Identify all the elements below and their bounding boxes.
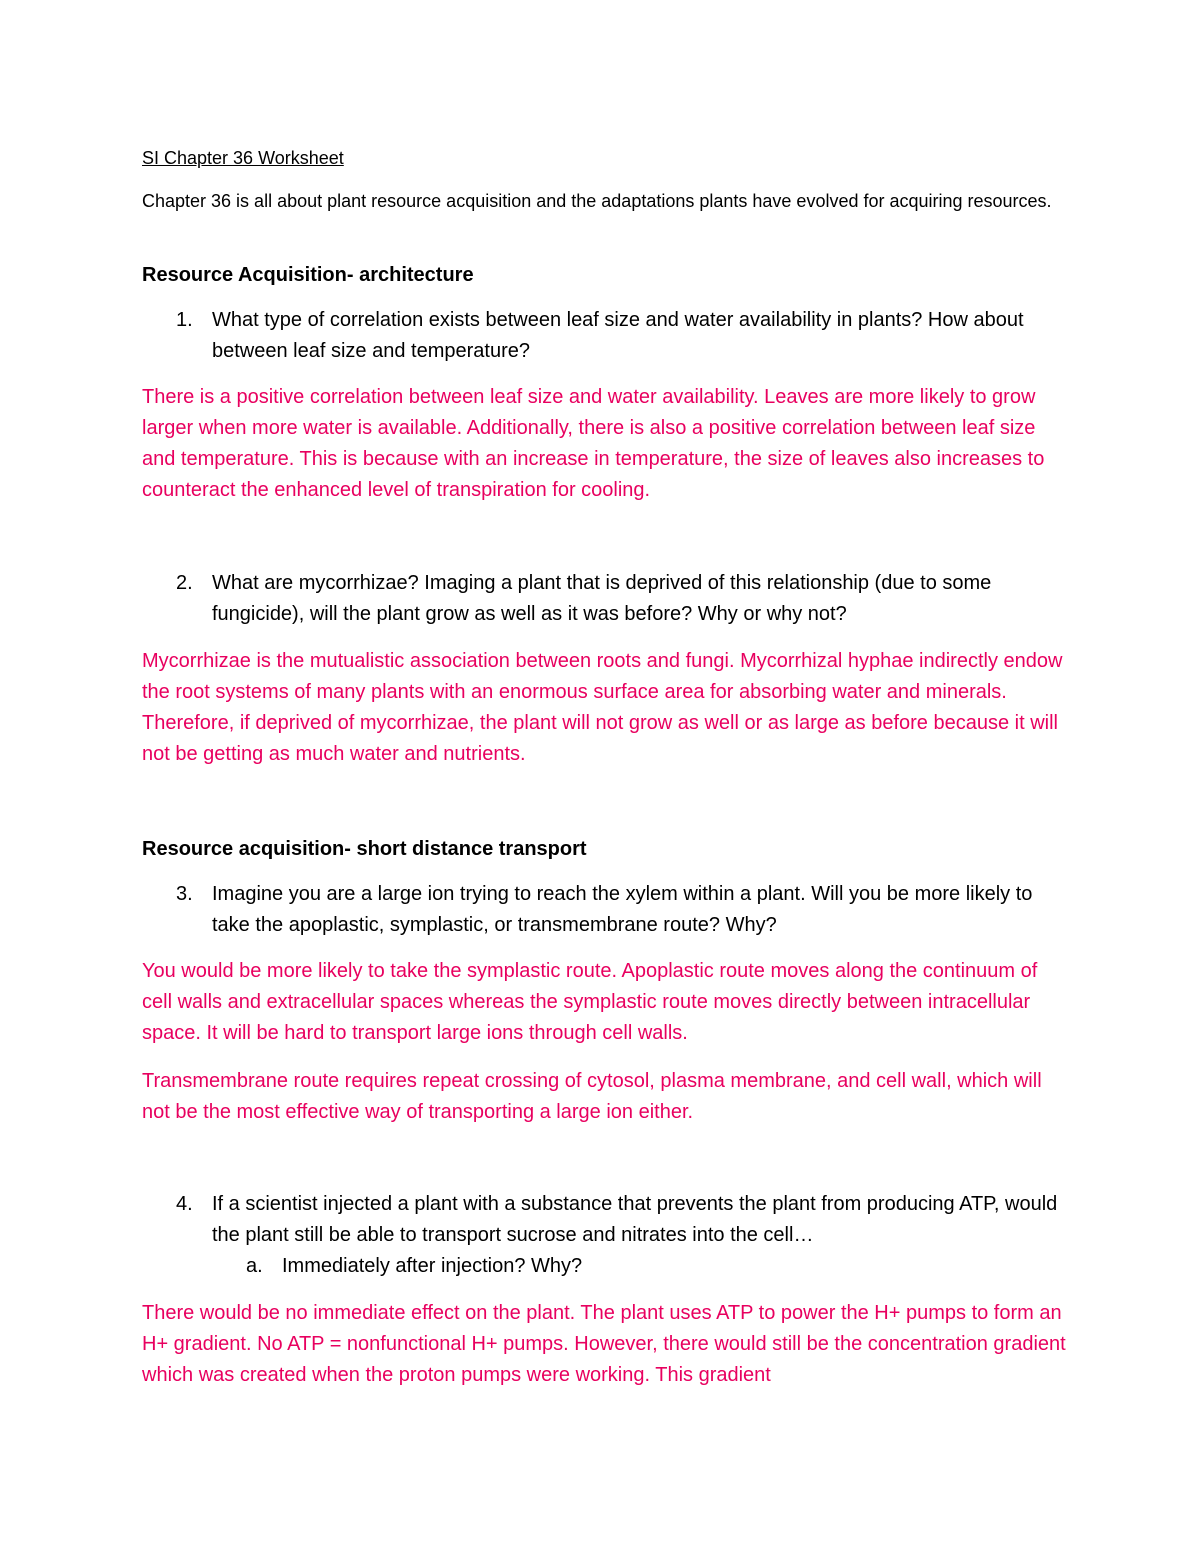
question-text: What are mycorrhizae? Imaging a plant that is deprived of this relationship (due to some fungicide), will the plant grow as well as it was before? Why or why not? (212, 572, 992, 625)
question-4-sub-a (142, 1251, 1072, 1282)
question-text: If a scientist injected a plant with a substance that prevents the plant from producing ATP, would the plant still be able to transport sucrose and nitrates into the cell… (212, 1193, 1058, 1246)
section-heading-architecture: Resource Acquisition- architecture (142, 264, 474, 286)
section-heading-short-distance-transport: Resource acquisition- short distance transport (142, 838, 587, 860)
answer-3b: Transmembrane route requires repeat crossing of cytosol, plasma membrane, and cell wall, which will not be the most effective way of transporting a large ion either. (142, 1070, 1042, 1123)
question-number: 4. (176, 1193, 193, 1215)
question-text: Imagine you are a large ion trying to reach the xylem within a plant. Will you be more likely to take the apoplastic, symplastic, or transmembrane route? Why? (212, 883, 1033, 936)
answer-1: There is a positive correlation between leaf size and water availability. Leaves are more likely to grow larger when more water is available. Additionally, there is also a positive correlation between leaf size and temperature. This is because with an increase in temperature, the size of leaves also increases to counteract the enhanced level of transpiration for cooling. (142, 386, 1045, 501)
question-number: 3. (176, 883, 193, 905)
worksheet-intro: Chapter 36 is all about plant resource acquisition and the adaptations plants have evolved for acquiring resources. (142, 191, 1052, 211)
question-number: 1. (176, 309, 193, 331)
answer-2: Mycorrhizae is the mutualistic association between roots and fungi. Mycorrhizal hyphae indirectly endow the root systems of many plants with an enormous surface area for absorbing water and minerals. Therefore, if deprived of mycorrhizae, the plant will not grow as well or as large as before because it will not be getting as much water and nutrients. (142, 650, 1063, 765)
question-4 (142, 1189, 1072, 1251)
answer-4a: There would be no immediate effect on the plant. The plant uses ATP to power the H+ pumps to form an H+ gradient. No ATP = nonfunctional H+ pumps. However, there would still be the concentration gradient which was created when the proton pumps were working. This gradient (142, 1302, 1066, 1386)
question-1 (142, 305, 1072, 367)
question-3 (142, 879, 1072, 941)
question-text: What type of correlation exists between leaf size and water availability in plants? How about between leaf size and temperature? (212, 309, 1024, 362)
question-number: 2. (176, 572, 193, 594)
answer-3a: You would be more likely to take the symplastic route. Apoplastic route moves along the continuum of cell walls and extracellular spaces whereas the symplastic route moves directly between intracellular space. It will be hard to transport large ions through cell walls. (142, 960, 1038, 1044)
question-2 (142, 568, 1072, 630)
sub-question-text: Immediately after injection? Why? (282, 1255, 583, 1277)
worksheet-title: SI Chapter 36 Worksheet (142, 148, 344, 168)
sub-question-letter: a. (246, 1255, 263, 1277)
